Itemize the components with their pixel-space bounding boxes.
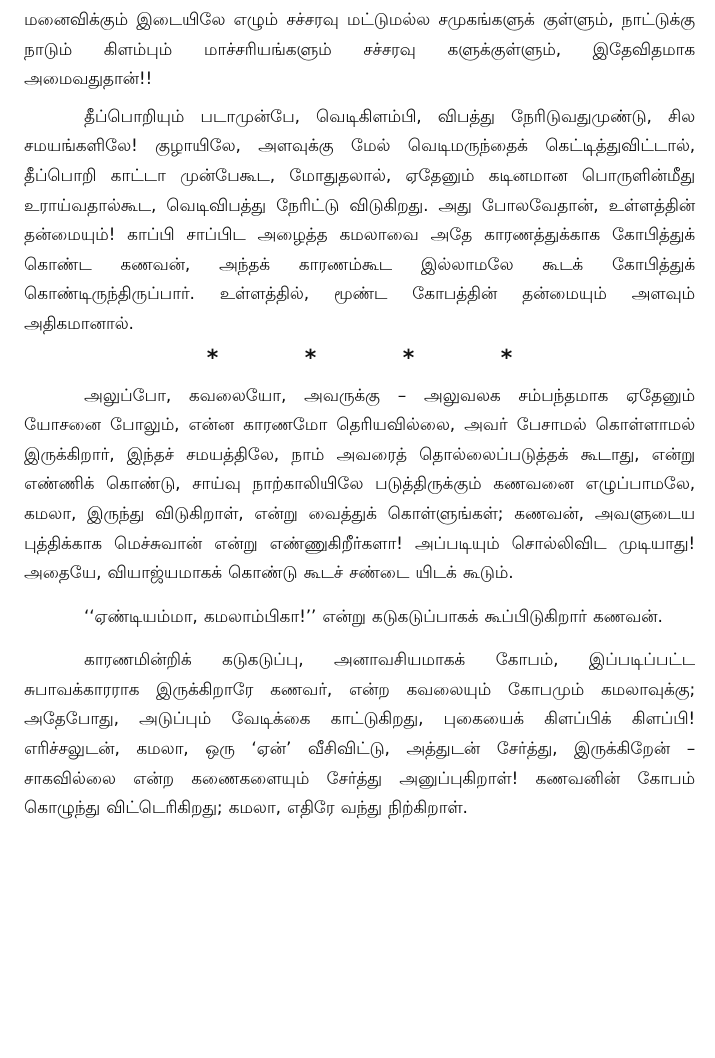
separator-star: * [304, 345, 317, 371]
separator-star: * [402, 345, 415, 371]
separator-star: * [206, 345, 219, 371]
section-separator [24, 346, 695, 372]
separator-star: * [500, 345, 513, 371]
paragraph-continuation: மனைவிக்கும் இடையிலே எழும் சச்சரவு மட்டுமல்ல சமுகங்களுக் குள்ளும், நாட்டுக்கு நாடும் கிளம்பும் மாச்சரியங்களும் சச்சரவு களுக்குள்ளும், இதேவிதமாக அமைவதுதான்!! [24, 10, 695, 90]
paragraph-fire-analogy: தீப்பொறியும் படாமுன்பே, வெடிகிளம்பி, விபத்து நேரிடுவதுமுண்டு, சில சமயங்களிலே! குழாயிலே, அளவுக்கு மேல் வெடிமருந்தைக் கெட்டித்துவிட்டால், தீப்பொறி காட்டா முன்பேகூட, மோதுதலால், ஏதேனும் கடினமான பொருளின்மீது உராய்வதால்கூட, வெடிவிபத்து நேரிட்டு விடுகிறது. அது போலவேதான், உள்ளத்தின் தன்மையும்! காப்பி சாப்பிட அழைத்த கமலாவை அதே காரணத்துக்காக கோபித்துக் கொண்ட கணவன், அந்தக் காரணம்கூட இல்லாமலே கூடக் கோபித்துக் கொண்டிருந்திருப்பார். உள்ளத்தில், மூண்ட கோபத்தின் தன்மையும் அளவும் அதிகமானால். [24, 106, 695, 334]
paragraph-husband-call: ‘‘ஏண்டியம்மா, கமலாம்பிகா!’’ என்று கடுகடுப்பாகக் கூப்பிடுகிறார் கணவன். [84, 606, 663, 627]
paragraph-kamala-response: காரணமின்றிக் கடுகடுப்பு, அனாவசியமாகக் கோபம், இப்படிப்பட்ட சுபாவக்காரராக இருக்கிறாரே கணவர், என்ற கவலையும் கோபமும் கமலாவுக்கு; அதேபோது, அடுப்பும் வேடிக்கை காட்டுகிறது, புகையைக் கிளப்பிக் கிளப்பி! எரிச்சலுடன், கமலா, ஒரு ‘ஏன்’ வீசிவிட்டு, அத்துடன் சேர்த்து, இருக்கிறேன் – சாகவில்லை என்ற கணைகளையும் சேர்த்து அனுப்புகிறாள்! கணவனின் கோபம் கொழுந்து விட்டெரிகிறது; கமலா, எதிரே வந்து நிற்கிறாள். [24, 650, 695, 819]
paragraph-weariness: அலுப்போ, கவலையோ, அவருக்கு – அலுவலக சம்பந்தமாக ஏதேனும் யோசனை போலும், என்ன காரணமோ தெரியவில்லை, அவர் பேசாமல் கொள்ளாமல் இருக்கிறார், இந்தச் சமயத்திலே, நாம் அவரைத் தொல்லைப்படுத்தக் கூடாது, என்று எண்ணிக் கொண்டு, சாய்வு நாற்காலியிலே படுத்திருக்கும் கணவனை எழுப்பாமலே, கமலா, இருந்து விடுகிறாள், என்று வைத்துக் கொள்ளுங்கள்; கணவன், அவளுடைய புத்திக்காக மெச்சுவான் என்று எண்ணுகிறீர்களா! அப்படியும் சொல்லிவிட முடியாது! அதையே, வியாஜ்யமாகக் கொண்டு கூடச் சண்டை யிடக் கூடும். [24, 385, 695, 584]
